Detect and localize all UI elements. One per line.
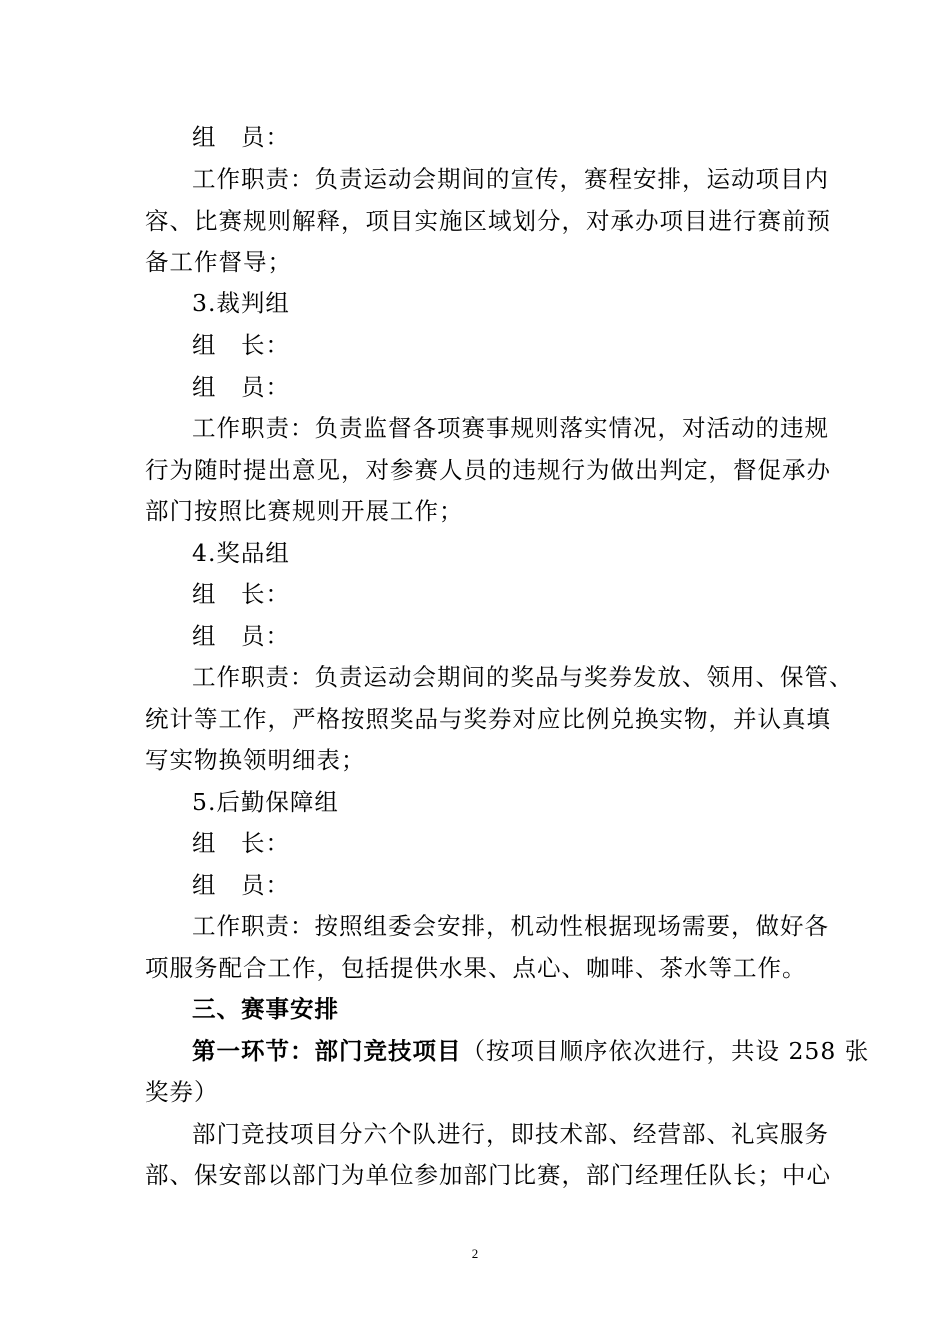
paragraph-line: 工作职责：按照组委会安排，机动性根据现场需要，做好各 xyxy=(192,912,829,940)
paragraph-line: 组 长： xyxy=(192,829,290,857)
paragraph-line: 工作职责：负责监督各项赛事规则落实情况，对活动的违规 xyxy=(192,414,829,442)
paragraph-line: 备工作督导； xyxy=(145,248,292,276)
section-heading: 三、赛事安排 xyxy=(192,995,339,1023)
paragraph-line: 组 员： xyxy=(192,373,290,401)
subsection-note: （按项目顺序依次进行，共设 258 张 xyxy=(461,1037,870,1065)
section-heading: 3.裁判组 xyxy=(192,289,290,317)
paragraph-line xyxy=(192,1036,869,1066)
paragraph-line: 奖券） xyxy=(145,1078,219,1106)
paragraph-line: 统计等工作，严格按照奖品与奖券对应比例兑换实物，并认真填 xyxy=(145,705,831,733)
paragraph-line: 部门按照比赛规则开展工作； xyxy=(145,497,464,525)
paragraph-line: 写实物换领明细表； xyxy=(145,746,366,774)
paragraph-line: 部门竞技项目分六个队进行，即技术部、经营部、礼宾服务 xyxy=(192,1120,829,1148)
paragraph-line: 项服务配合工作，包括提供水果、点心、咖啡、茶水等工作。 xyxy=(145,954,807,982)
paragraph-line: 组 员： xyxy=(192,871,290,899)
subsection-heading: 第一环节：部门竞技项目 xyxy=(192,1037,462,1065)
paragraph-line: 组 长： xyxy=(192,331,290,359)
paragraph-line: 部、保安部以部门为单位参加部门比赛，部门经理任队长；中心 xyxy=(145,1161,831,1189)
page-number: 2 xyxy=(471,1246,479,1261)
section-heading: 5.后勤保障组 xyxy=(192,788,339,816)
paragraph-line: 组 员： xyxy=(192,622,290,650)
paragraph-line: 行为随时提出意见，对参赛人员的违规行为做出判定，督促承办 xyxy=(145,456,831,484)
paragraph-line: 组 长： xyxy=(192,580,290,608)
section-heading: 4.奖品组 xyxy=(192,539,290,567)
paragraph-line: 组 员： xyxy=(192,123,290,151)
paragraph-line: 工作职责：负责运动会期间的宣传，赛程安排，运动项目内 xyxy=(192,165,829,193)
paragraph-line: 容、比赛规则解释，项目实施区域划分，对承办项目进行赛前预 xyxy=(145,207,831,235)
paragraph-line: 工作职责：负责运动会期间的奖品与奖券发放、领用、保管、 xyxy=(192,663,854,691)
